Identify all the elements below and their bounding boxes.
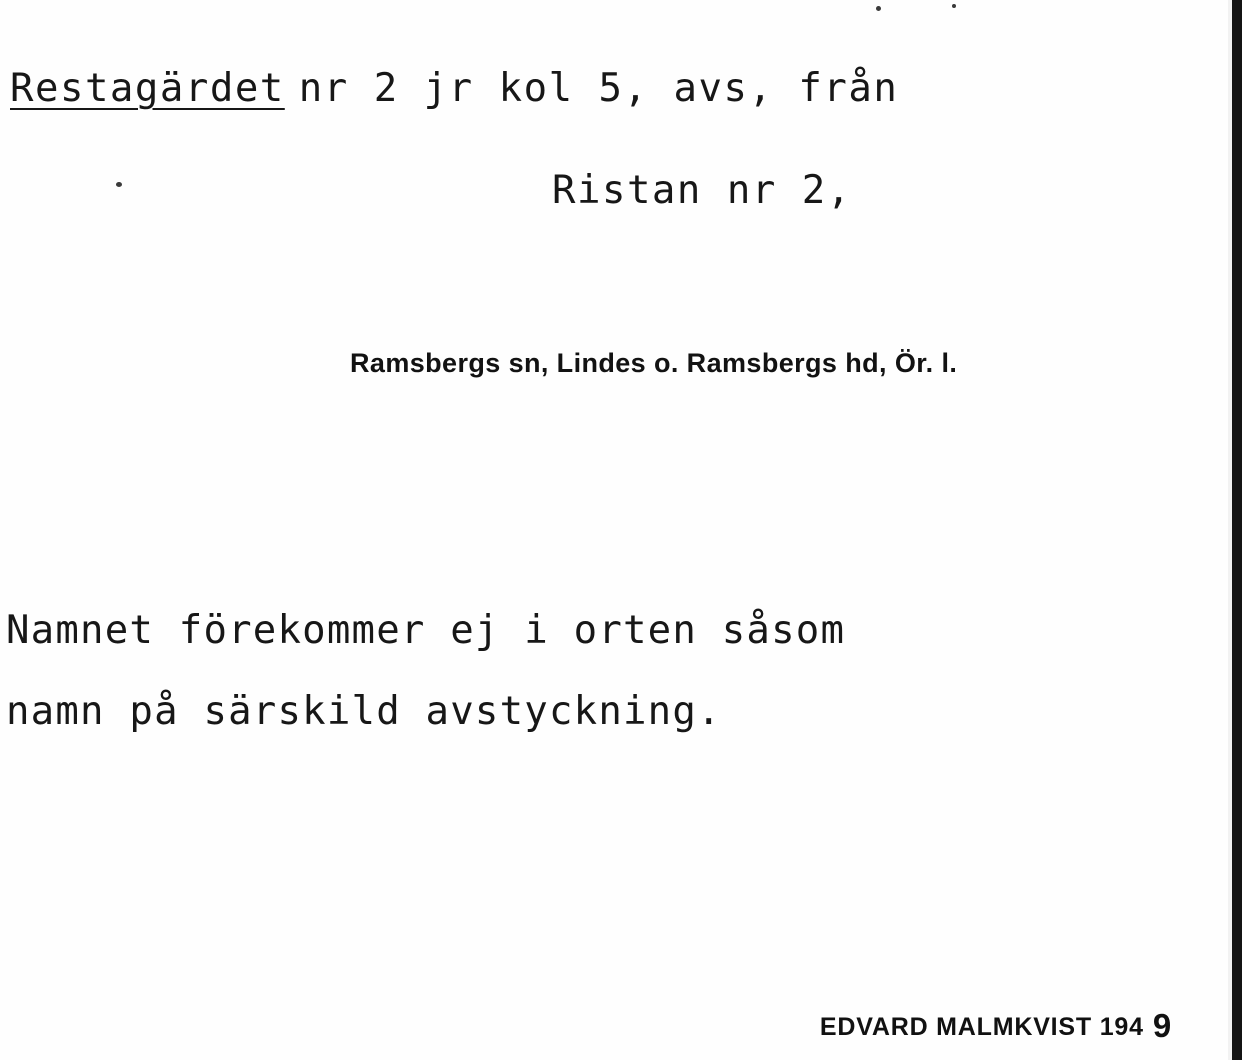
note-line: namn på särskild avstyckning.: [6, 689, 722, 734]
headline: [10, 66, 898, 111]
scan-speck-top-right: [952, 4, 956, 8]
footer-author: EDVARD MALMKVIST 194: [819, 1013, 1144, 1041]
headline-details: nr 2 jr kol 5, avs, från: [298, 66, 899, 111]
place-name-headword: Restagärdet: [10, 66, 285, 111]
parent-property-line: Ristan nr 2,: [552, 168, 852, 213]
scan-right-margin: [1228, 0, 1232, 1060]
footer-year-digit: 9: [1152, 1007, 1172, 1044]
scan-right-edge: [1232, 0, 1242, 1060]
footer-signature: [820, 1004, 1172, 1042]
scan-speck-left: [116, 182, 122, 187]
note-line: Namnet förekommer ej i orten såsom: [6, 608, 846, 653]
note-block: [6, 608, 1106, 770]
parish-and-hundred-line: Ramsbergs sn, Lindes o. Ramsbergs hd, Ör. l.: [350, 348, 958, 378]
scan-speck-top-left: [876, 6, 881, 11]
